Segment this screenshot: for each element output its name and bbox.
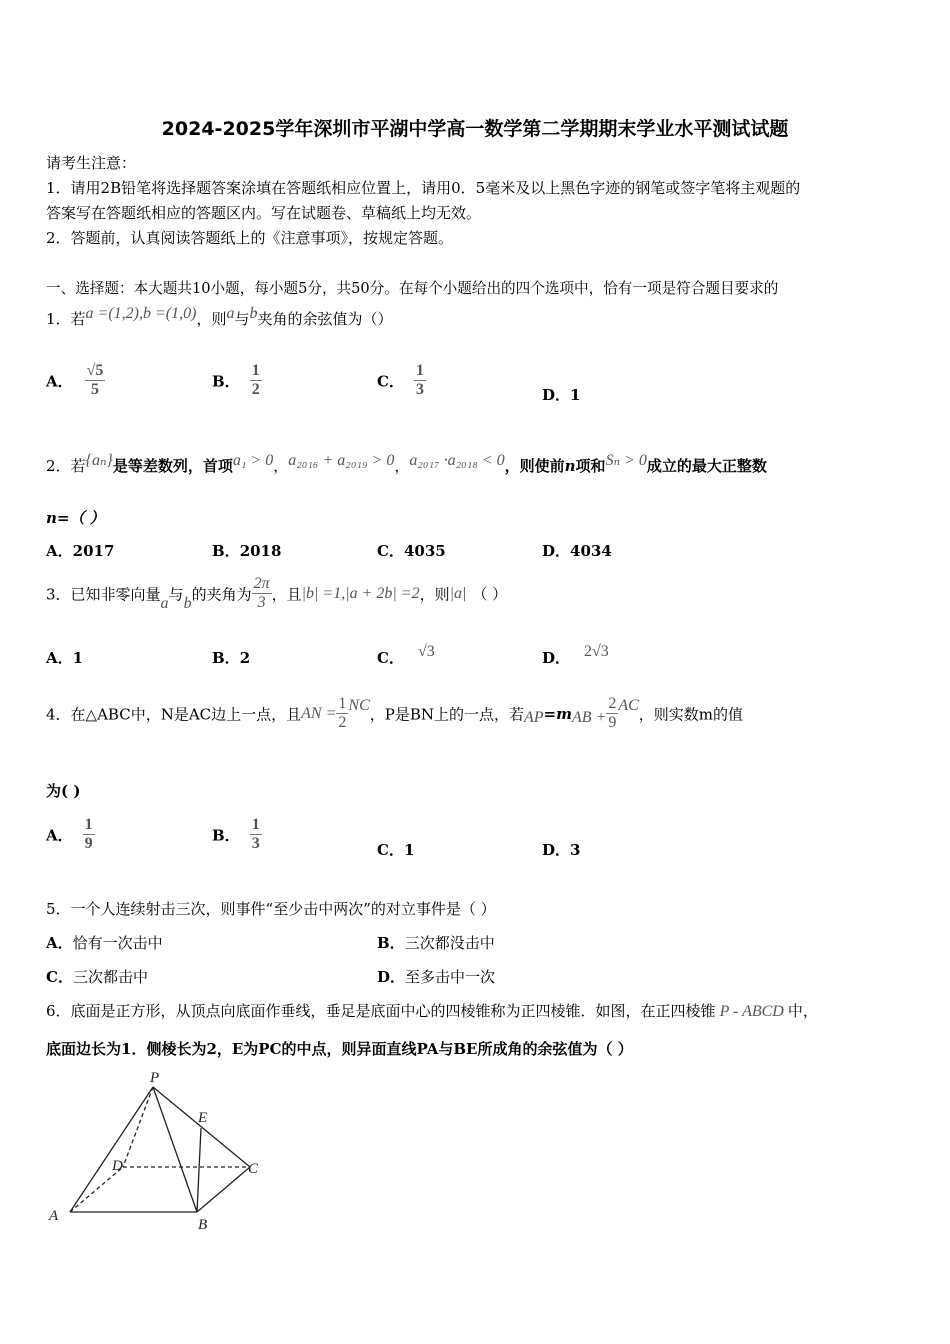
q4-text-2: =m [543,704,572,723]
q2-n: n [564,457,576,475]
label-B: B [198,1217,208,1233]
q1-vector-b: b [249,305,258,322]
q3-angle-den: 3 [257,594,266,612]
q3-option-d[interactable]: D． 2√3 [542,643,609,667]
q1-math: a =(1,2),b =(1,0) [85,305,197,322]
q4-a-den: 9 [84,835,93,853]
q3-number: 3．已知非零向量 [46,585,161,604]
q5-option-d[interactable]: D．至多击中一次 [377,968,496,986]
q2-text-2: ，则使前 [504,457,565,475]
label-A: A [49,1208,59,1224]
q1-b-den: 2 [251,381,260,399]
q1-c-den: 3 [415,381,424,399]
label-C: C [248,1161,259,1177]
question-2 [46,452,767,476]
q2-math-1: a₁ > 0 [232,452,274,469]
q3-text-3: ，且 [271,585,302,604]
question-6-line-2: 底面边长为1．侧棱长为2，E为PC的中点，则异面直线PA与BE所成角的余弦值为（ ） [46,1040,633,1058]
q4-option-a[interactable]: A． $\frac{1}{9}$ [46,816,93,853]
q3-text-4: ，则 [419,585,450,604]
q4-text-1: ，P是BN上的一点，若 [369,705,524,724]
q1-text-1: ，则 [196,310,227,328]
q1-option-b[interactable]: B． $\frac{1}{2}$ [212,362,260,399]
question-4 [46,695,743,733]
question-6-line-1 [46,1000,818,1021]
q4-frac1-num: 1 [336,695,348,714]
question-5: 5．一个人连续射击三次，则事件“至少击中两次”的对立事件是（ ） [46,900,496,918]
edge-PD [123,1087,153,1167]
q4-b-den: 3 [251,835,260,853]
q2-text-1: 是等差数列，首项 [112,457,233,475]
q4-math-1b: NC [348,696,370,714]
q2-sequence: {aₙ} [85,452,113,469]
q1-option-a[interactable]: A． $\frac{√5}{5}$ [46,362,104,399]
q1-option-c[interactable]: C． $\frac{1}{3}$ [377,362,424,399]
page-title: 2024-2025学年深圳市平湖中学高一数学第二学期期末学业水平测试试题 [161,118,789,140]
q3-text-1: 与 [168,585,184,604]
label-P: P [150,1070,160,1086]
notice-line-2: 2．答题前，认真阅读答题纸上的《注意事项》，按规定答题。 [46,229,454,247]
q1-option-d[interactable]: D．1 [542,386,581,404]
q4-option-c[interactable]: C．1 [377,841,415,859]
q3-option-b[interactable]: B．2 [212,649,251,667]
question-3 [46,575,507,613]
q4-a-num: 1 [83,816,95,835]
q3-vector-a: a [160,594,169,612]
q4-frac2-num: 2 [606,695,618,714]
q4-math-3b: AC [618,696,639,714]
q2-math-4: Sₙ > 0 [605,452,647,469]
q2-option-a[interactable]: A．2017 [46,542,115,560]
edge-PA [70,1087,153,1212]
q4-line-2: 为( ) [46,782,81,800]
q3-text-5: （ ） [472,585,508,604]
q4-math-3: AB + [571,708,607,726]
q2-math-3: a₂₀₁₇ ·a₂₀₁₈ < 0 [409,452,505,469]
q4-math-2: AP [523,708,544,726]
q1-text-2: 与 [234,310,250,328]
q1-number: 1．若 [46,310,86,328]
q3-math-2: |a| [449,584,467,602]
q1-a-num: √5 [85,362,106,381]
q6-math: P - ABCD [719,1003,784,1020]
q6-text-1: 6．底面是正方形，从顶点向底面作垂线，垂足是底面中心的四棱锥称为正四棱锥．如图，在正四棱锥 [46,1002,716,1020]
q4-frac1-den: 2 [338,714,347,732]
label-D: D [112,1158,123,1174]
q1-c-num: 1 [414,362,426,381]
q3-option-a[interactable]: A．1 [46,649,84,667]
q3-vector-b: b [183,594,192,612]
q3-angle-num: 2π [252,575,272,594]
notice-line-1a: 1．请用2B铅笔将选择题答案涂填在答题纸相应位置上，请用0．5毫米及以上黑色字迹的钢笔或签字笔将主观题的 [46,179,801,197]
question-1 [46,305,393,329]
q4-text-3: ，则实数m的值 [638,705,744,724]
q1-a-den: 5 [91,381,100,399]
q4-number: 4．在△ABC中，N是AC边上一点，且 [46,705,302,724]
q6-text-2: 中， [787,1002,818,1020]
q5-option-a[interactable]: A．恰有一次击中 [46,934,163,952]
q2-text-3: 项和 [575,457,606,475]
label-E: E [198,1110,208,1126]
edge-BE [197,1128,201,1212]
notice-heading: 请考生注意： [46,154,137,172]
q2-option-c[interactable]: C．4035 [377,542,446,560]
q2-math-2: a₂₀₁₆ + a₂₀₁₉ > 0 [288,452,395,469]
edge-BC [197,1167,250,1212]
q5-option-b[interactable]: B．三次都没击中 [377,934,495,952]
q2-option-d[interactable]: D．4034 [542,542,612,560]
q1-text-3: 夹角的余弦值为（） [257,310,393,328]
q3-text-2: 的夹角为 [191,585,252,604]
q4-b-num: 1 [250,816,262,835]
q3-option-c[interactable]: C． √3 [377,643,435,667]
q2-comma-2: ， [394,457,410,475]
pyramid-figure [40,1064,280,1234]
q4-frac2-den: 9 [608,714,617,732]
section-heading: 一、选择题：本大题共10小题，每小题5分，共50分。在每个小题给出的四个选项中，恰有一项是符合题目要求的 [46,280,779,297]
q2-line-2: n=（ ） [46,509,105,527]
q1-b-num: 1 [250,362,262,381]
q2-text-4: 成立的最大正整数 [646,457,767,475]
q3-math-1: |b| =1,|a + 2b| =2 [301,584,420,602]
q2-number: 2．若 [46,457,86,475]
q2-option-b[interactable]: B．2018 [212,542,282,560]
q1-vector-a: a [226,305,235,322]
q4-math-1: AN = [301,704,337,722]
q4-option-d[interactable]: D．3 [542,841,581,859]
q2-comma-1: ， [273,457,289,475]
q5-option-c[interactable]: C．三次都击中 [46,968,148,986]
q4-option-b[interactable]: B． $\frac{1}{3}$ [212,816,260,853]
notice-line-1b: 答案写在答题纸相应的答题区内。写在试题卷、草稿纸上均无效。 [46,204,482,222]
